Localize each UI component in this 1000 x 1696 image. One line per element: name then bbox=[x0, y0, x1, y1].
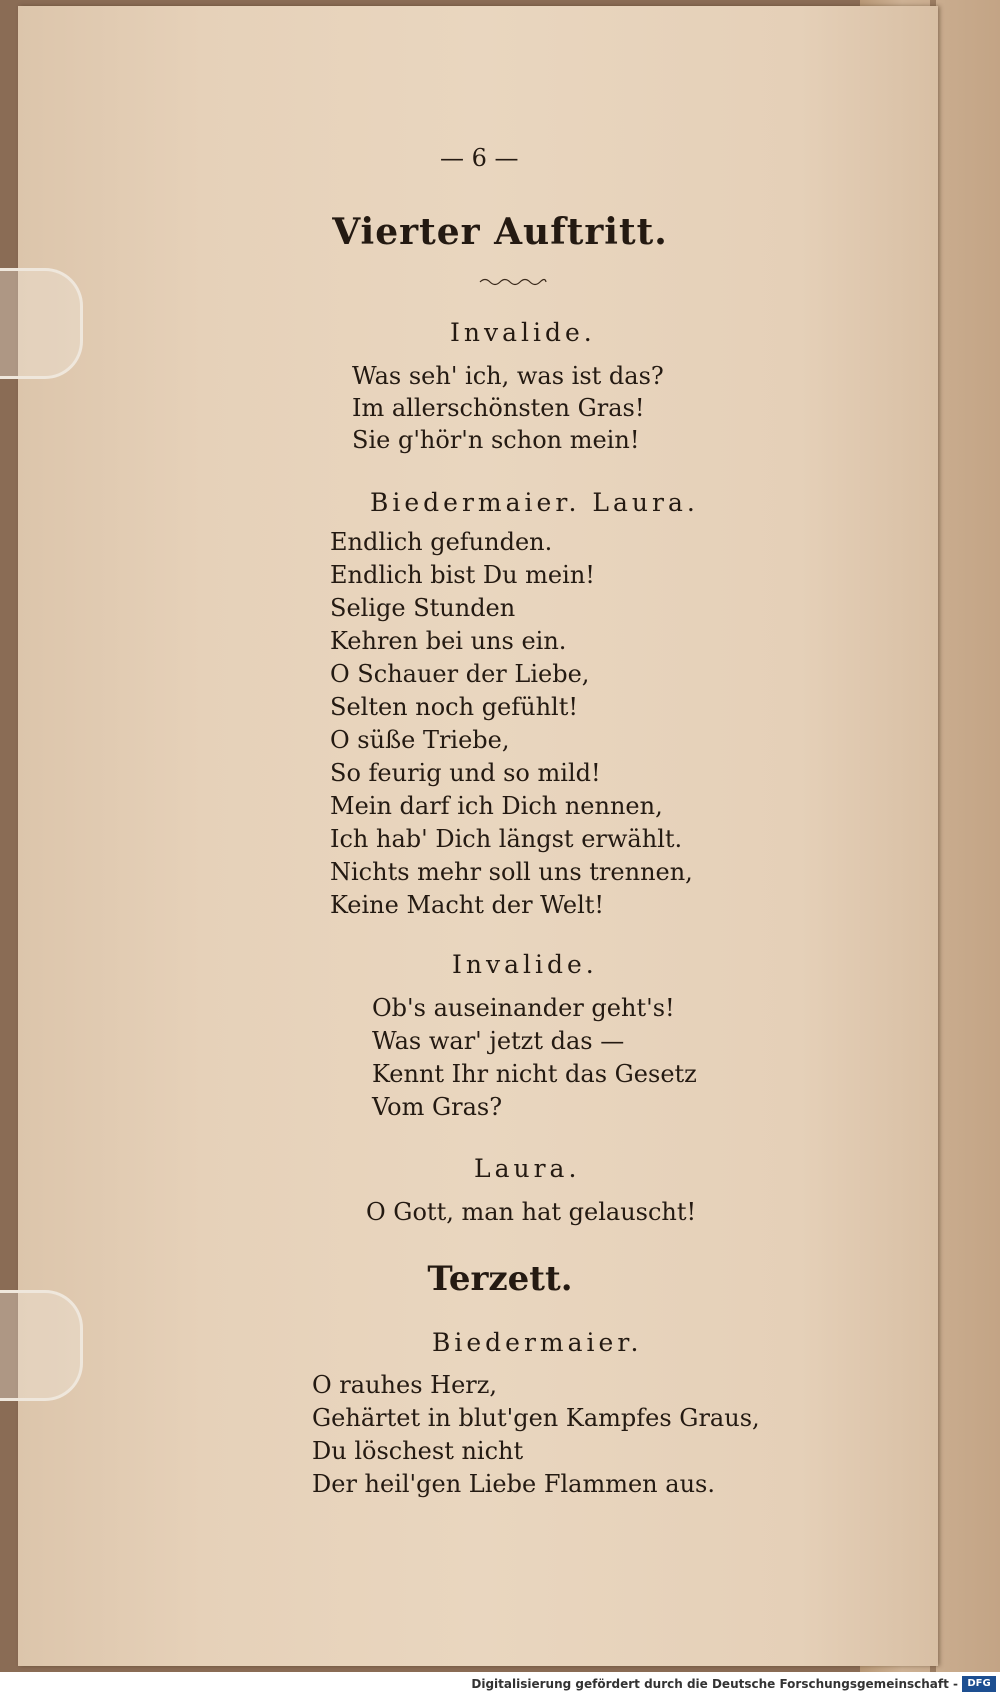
scene-title: Vierter Auftritt. bbox=[332, 211, 668, 253]
verse-line: Mein darf ich Dich nennen, bbox=[330, 792, 663, 820]
page-number: — 6 — bbox=[440, 144, 519, 172]
verse-line: Im allerschönsten Gras! bbox=[352, 394, 645, 422]
speaker-invalide: Invalide. bbox=[450, 318, 596, 347]
verse-line: Selten noch gefühlt! bbox=[330, 693, 579, 721]
speaker-biedermaier-laura: Biedermaier. Laura. bbox=[370, 488, 699, 517]
speaker-invalide: Invalide. bbox=[452, 950, 598, 979]
verse-line: Vom Gras? bbox=[372, 1093, 503, 1121]
verse-line: Nichts mehr soll uns trennen, bbox=[330, 858, 693, 886]
verse-line: Selige Stunden bbox=[330, 594, 516, 622]
section-heading-terzett: Terzett. bbox=[427, 1259, 573, 1299]
binder-clip-bottom bbox=[0, 1290, 83, 1401]
verse-line: Was seh' ich, was ist das? bbox=[352, 362, 664, 390]
footer-bar bbox=[0, 1672, 1000, 1696]
dfg-logo: DFG bbox=[962, 1676, 996, 1692]
verse-line: Ich hab' Dich längst erwählt. bbox=[330, 825, 683, 853]
binder-clip-top bbox=[0, 268, 83, 379]
speaker-biedermaier: Biedermaier. bbox=[432, 1328, 643, 1357]
verse-line: Ob's auseinander geht's! bbox=[372, 994, 675, 1022]
verse-line: Endlich gefunden. bbox=[330, 528, 553, 556]
verse-line: So feurig und so mild! bbox=[330, 759, 601, 787]
verse-line: O Gott, man hat gelauscht! bbox=[366, 1198, 697, 1226]
verse-line: O Schauer der Liebe, bbox=[330, 660, 590, 688]
verse-line: O rauhes Herz, bbox=[312, 1371, 498, 1399]
verse-line: Kennt Ihr nicht das Gesetz bbox=[372, 1060, 697, 1088]
verse-line: Gehärtet in blut'gen Kampfes Graus, bbox=[312, 1404, 760, 1432]
verse-line: Sie g'hör'n schon mein! bbox=[352, 426, 640, 454]
verse-line: Du löschest nicht bbox=[312, 1437, 524, 1465]
funding-credit: Digitalisierung gefördert durch die Deutsche Forschungsgemeinschaft - bbox=[471, 1677, 958, 1691]
verse-line: Endlich bist Du mein! bbox=[330, 561, 595, 589]
verse-line: Was war' jetzt das — bbox=[372, 1027, 625, 1055]
title-flourish bbox=[478, 276, 548, 288]
verse-line: Der heil'gen Liebe Flammen aus. bbox=[312, 1470, 715, 1498]
verse-line: Keine Macht der Welt! bbox=[330, 891, 605, 919]
verse-line: O süße Triebe, bbox=[330, 726, 510, 754]
speaker-laura: Laura. bbox=[474, 1154, 581, 1183]
verse-line: Kehren bei uns ein. bbox=[330, 627, 567, 655]
